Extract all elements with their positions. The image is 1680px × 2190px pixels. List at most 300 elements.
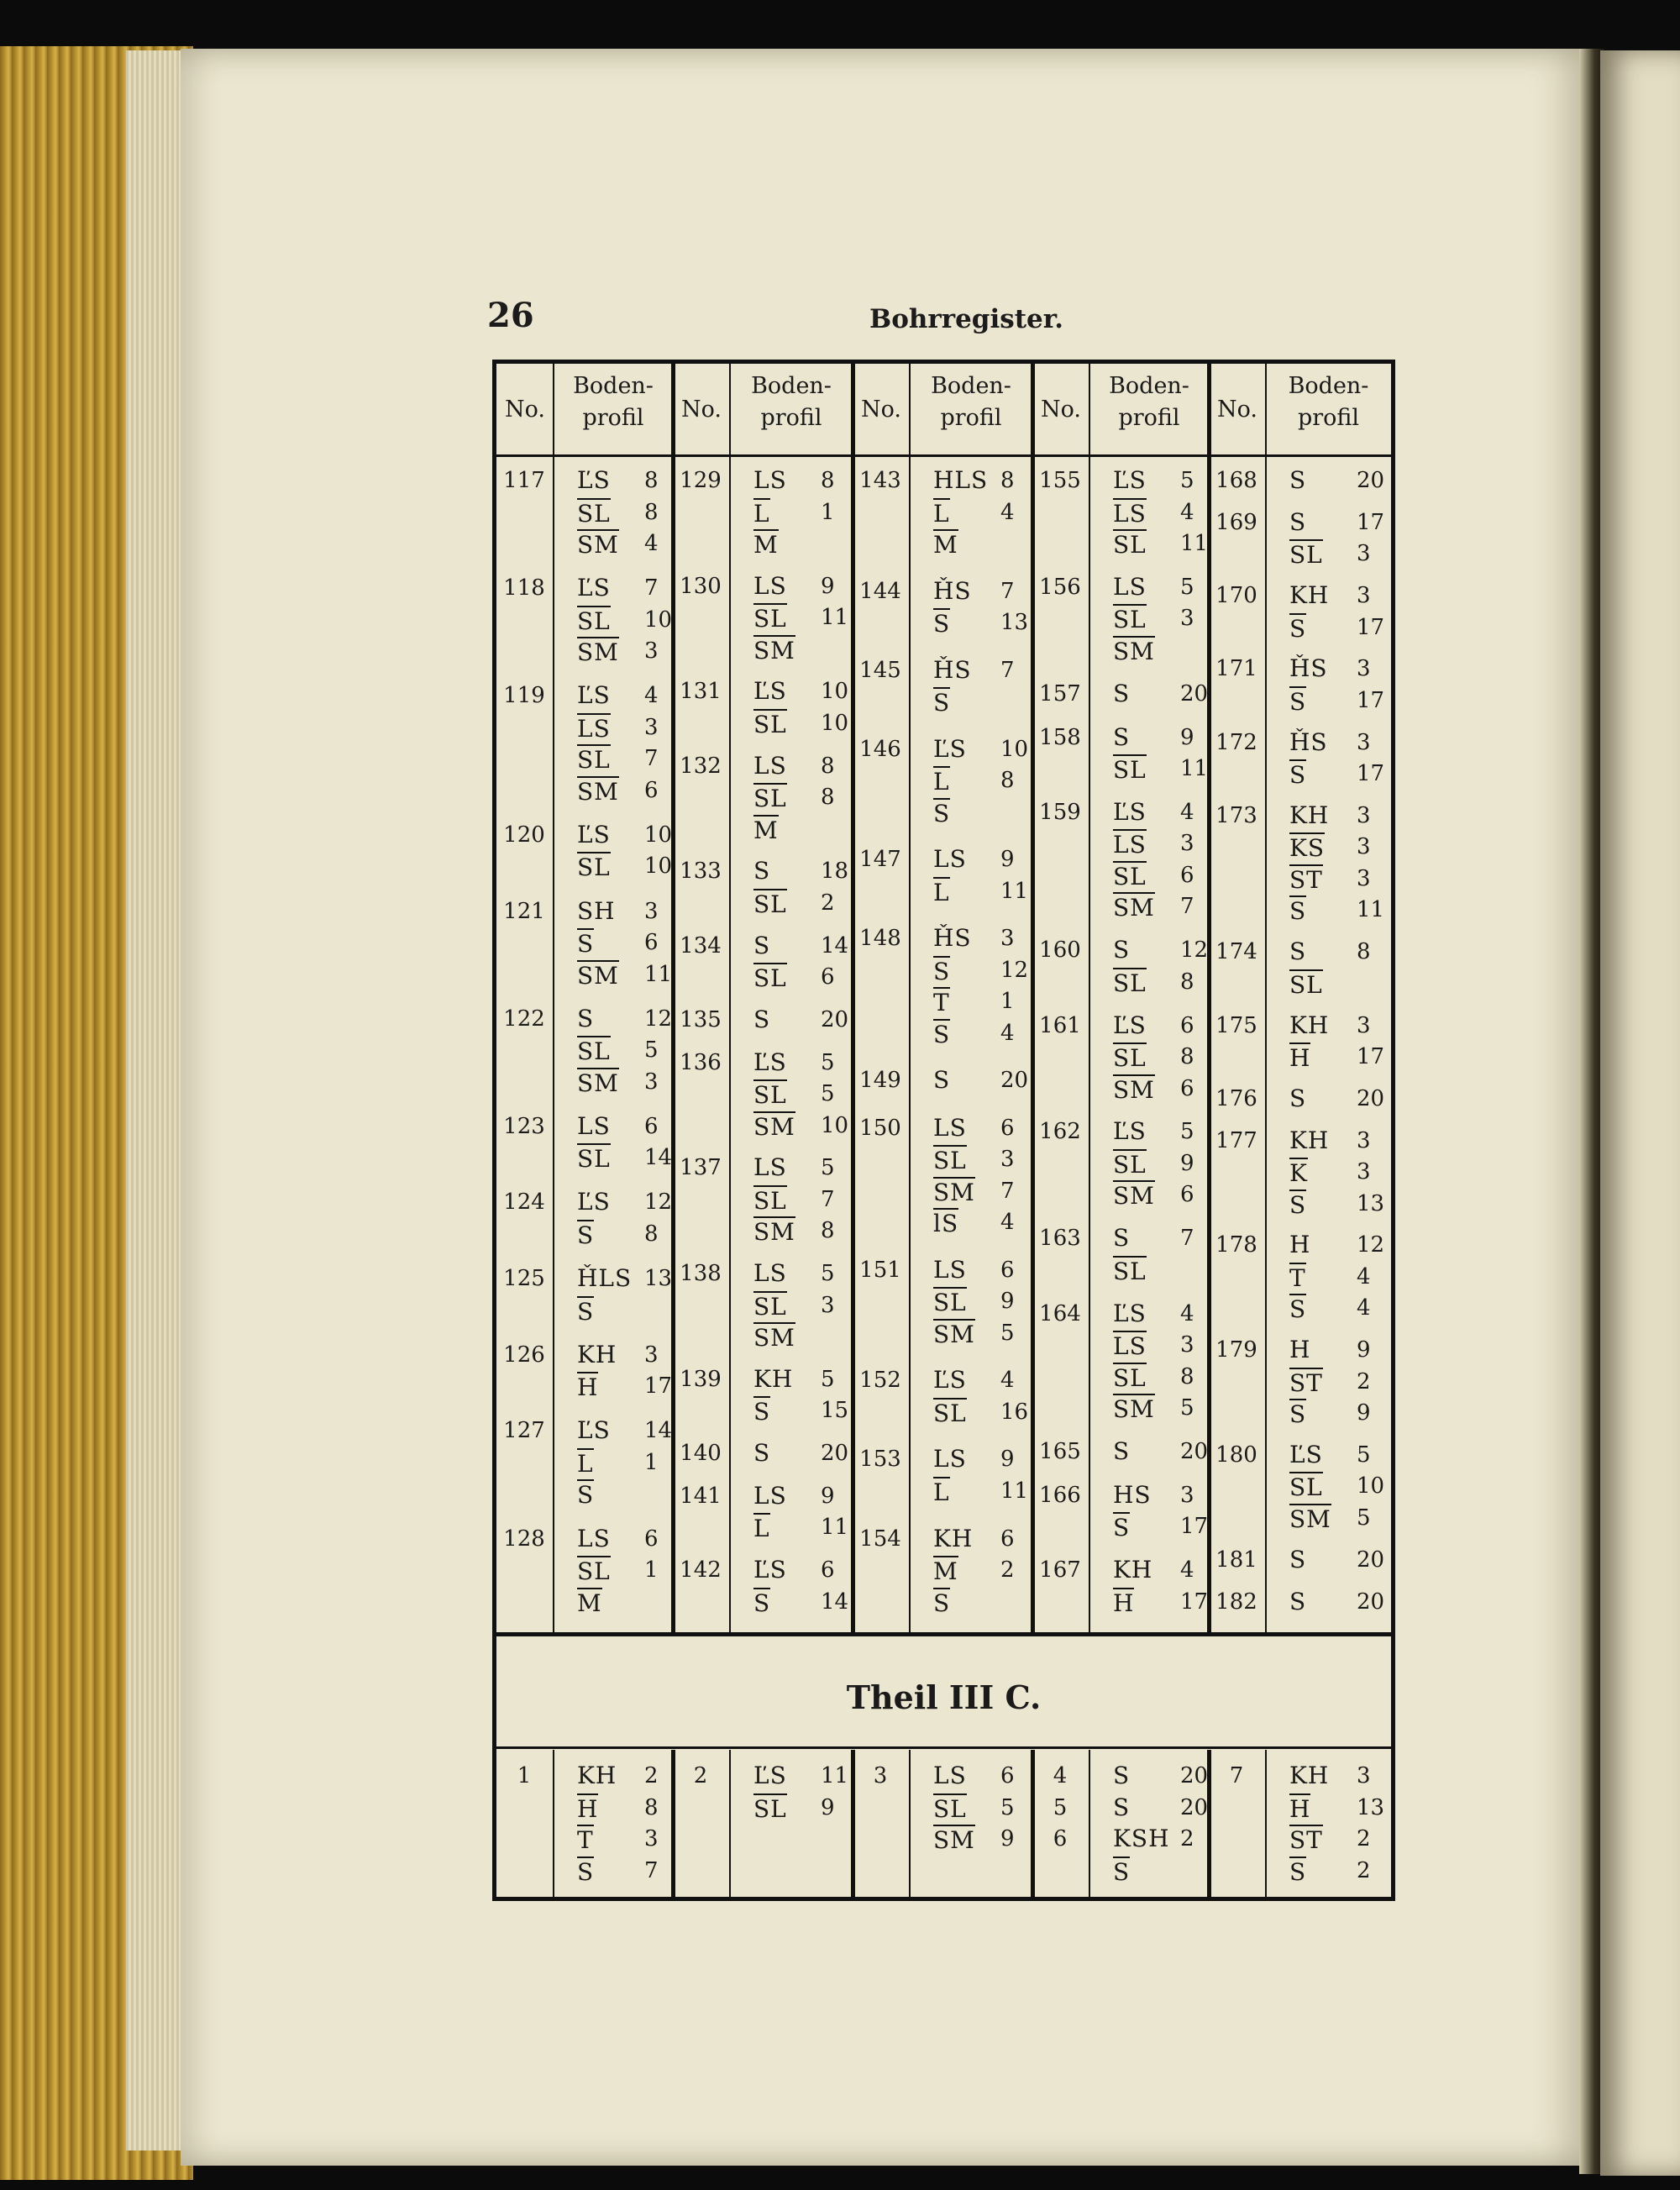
soil-layer-code [577, 928, 594, 958]
layer-code-overlined: S [753, 1589, 771, 1617]
layer-thickness: 8 [644, 468, 659, 493]
layer-code: ĽS [1113, 1011, 1147, 1039]
soil-layer-code [1289, 1504, 1331, 1533]
soil-layer-code [1113, 1825, 1170, 1852]
header-no: No. [681, 397, 722, 423]
layer-code: S [753, 857, 771, 885]
layer-thickness: 12 [644, 1006, 673, 1032]
soil-layer-code [933, 1762, 967, 1789]
layer-code-overlined: SL [753, 1186, 787, 1215]
soil-layer-code [577, 1143, 611, 1173]
entry-number: 173 [1215, 802, 1257, 828]
layer-code-overlined: SM [577, 961, 619, 990]
layer-thickness: 6 [644, 930, 659, 956]
layer-thickness: 3 [1357, 834, 1371, 860]
layer-code-overlined: lS [933, 1210, 959, 1238]
soil-layer-code [1113, 1762, 1130, 1789]
soil-layer-code [753, 572, 787, 600]
soil-layer-code [577, 897, 616, 925]
header-no: No. [1217, 397, 1257, 423]
layer-thickness: 20 [1000, 1068, 1029, 1094]
layer-code-overlined: T [1289, 1263, 1306, 1292]
soil-layer-code [933, 1256, 967, 1284]
soil-layer-code [577, 744, 611, 774]
layer-code: S [577, 1004, 595, 1032]
layer-code: S [753, 1439, 771, 1468]
layer-thickness: 3 [1357, 1763, 1371, 1788]
entry-number: 137 [680, 1155, 722, 1181]
soil-layer-code [1113, 1363, 1147, 1392]
layer-code: ĽS [1289, 1440, 1323, 1468]
layer-thickness: 14 [821, 1589, 849, 1615]
layer-code-overlined: M [933, 531, 958, 559]
layer-code-overlined: SL [753, 1081, 787, 1110]
layer-code-overlined: SL [933, 1399, 967, 1427]
layer-code: HS [1113, 1480, 1152, 1509]
layer-thickness: 20 [821, 1006, 849, 1032]
layer-code-overlined: SM [933, 1178, 975, 1206]
layer-code-overlined: SL [753, 1292, 787, 1321]
layer-thickness: 12 [1000, 957, 1029, 983]
layer-thickness: 5 [1000, 1794, 1015, 1820]
soil-layer-code [1289, 539, 1323, 569]
layer-code-overlined: SM [753, 1112, 795, 1141]
entry-number: 136 [680, 1049, 722, 1075]
soil-layer-code [577, 1188, 611, 1216]
entry-number: 1 [517, 1763, 532, 1788]
layer-thickness: 20 [1357, 1589, 1385, 1615]
layer-code: ĽS [753, 677, 787, 706]
soil-layer-code [933, 1145, 967, 1174]
layer-thickness: 6 [1000, 1257, 1015, 1283]
layer-code-overlined: SM [1289, 1505, 1331, 1533]
layer-thickness: 5 [1357, 1442, 1371, 1468]
layer-code: LS [933, 1762, 967, 1789]
soil-layer-code [753, 1079, 787, 1109]
soil-layer-code [933, 656, 972, 684]
layer-code-overlined: S [1289, 1857, 1307, 1886]
layer-code-overlined: S [1289, 614, 1307, 643]
soil-layer-code [577, 1762, 617, 1789]
layer-code: S [753, 931, 771, 959]
layer-thickness: 10 [821, 1112, 849, 1138]
layer-thickness: 2 [1357, 1826, 1371, 1851]
entry-number: 131 [680, 679, 722, 705]
entry-number: 124 [503, 1190, 545, 1216]
layer-code-overlined: S [577, 930, 595, 958]
layer-thickness: 8 [1000, 468, 1015, 493]
soil-layer-code [753, 783, 787, 812]
column-rule [1265, 1750, 1267, 1899]
soil-layer-code [1113, 604, 1147, 633]
column-rule [909, 1750, 911, 1899]
layer-code: KH [753, 1364, 794, 1393]
layer-code-overlined: T [577, 1826, 594, 1854]
soil-layer-code [577, 466, 611, 494]
layer-code-overlined: SL [753, 710, 787, 738]
soil-layer-code [933, 608, 950, 638]
layer-code: ĽS [933, 1366, 967, 1394]
layer-code-overlined: SL [1113, 531, 1147, 559]
layer-code: S [1289, 937, 1307, 966]
soil-layer-code [1289, 1793, 1310, 1823]
soil-layer-code [577, 1036, 611, 1065]
soil-layer-code [933, 987, 950, 1016]
soil-layer-code [577, 1341, 617, 1368]
soil-layer-code [1113, 1481, 1152, 1509]
soil-layer-code [753, 1793, 787, 1823]
layer-code-overlined: SL [577, 1557, 611, 1585]
layer-code: KH [1289, 1762, 1330, 1789]
layer-code-overlined: SL [577, 746, 611, 775]
soil-layer-code [577, 1479, 594, 1509]
layer-thickness: 7 [644, 746, 659, 772]
layer-code-overlined: L [753, 499, 770, 528]
soil-layer-code [1113, 1180, 1155, 1210]
soil-layer-code [753, 677, 787, 705]
layer-thickness: 4 [1180, 1300, 1194, 1326]
header-bodenprofil [554, 370, 673, 434]
layer-code-overlined: H [1113, 1589, 1135, 1617]
layer-code-overlined: LS [1113, 831, 1147, 859]
layer-thickness: 8 [1000, 768, 1015, 794]
layer-thickness: 2 [1180, 1826, 1194, 1851]
layer-thickness: 3 [644, 1069, 659, 1095]
layer-thickness: 17 [644, 1373, 673, 1400]
layer-thickness: 3 [1357, 541, 1371, 567]
layer-code-overlined: SL [577, 499, 611, 528]
soil-layer-code [577, 1588, 602, 1617]
layer-code-overlined: L [933, 878, 950, 906]
soil-layer-code [1289, 864, 1323, 894]
soil-layer-code [577, 776, 619, 806]
layer-code-overlined: SL [1113, 1257, 1147, 1285]
soil-layer-code [933, 1319, 975, 1348]
entry-number: 170 [1215, 583, 1257, 609]
header-profil: profil [582, 405, 644, 431]
soil-layer-code [753, 1185, 787, 1215]
soil-layer-code [577, 852, 611, 881]
layer-thickness: 6 [644, 777, 659, 803]
layer-code: S [1289, 1084, 1307, 1112]
layer-code-overlined: SM [577, 531, 619, 559]
soil-layer-code [1113, 892, 1155, 922]
entry-number: 161 [1039, 1012, 1081, 1038]
soil-layer-code [1113, 798, 1147, 826]
entry-number: 160 [1039, 937, 1081, 964]
column-rule [729, 1750, 731, 1899]
layer-code-overlined: SL [933, 1147, 967, 1175]
layer-thickness: 4 [1357, 1263, 1371, 1289]
layer-code-overlined: S [577, 1221, 595, 1249]
soil-layer-code [1289, 1368, 1323, 1397]
soil-layer-code [753, 1513, 770, 1542]
layer-thickness: 5 [821, 1049, 835, 1075]
soil-layer-code [1289, 1825, 1323, 1854]
layer-code-overlined: SM [1113, 1075, 1155, 1104]
layer-code-overlined: S [1289, 897, 1307, 926]
layer-code-overlined: LS [1113, 1332, 1147, 1360]
soil-layer-code [933, 498, 950, 528]
layer-code: ĽS [1113, 1117, 1147, 1146]
layer-code: LS [577, 1111, 611, 1140]
layer-thickness: 14 [644, 1145, 673, 1171]
layer-code: ĽS [753, 1762, 787, 1789]
header-no: No. [1041, 397, 1081, 423]
layer-code-overlined: S [933, 1589, 951, 1617]
entry-number: 150 [859, 1115, 901, 1141]
soil-layer-code [933, 1287, 967, 1316]
soil-layer-code [753, 635, 795, 664]
layer-thickness: 3 [1180, 1482, 1194, 1508]
layer-thickness: 11 [1357, 897, 1385, 923]
header-bodenprofil [730, 370, 853, 434]
soil-layer-code [1113, 466, 1147, 494]
layer-code-overlined: SM [577, 1069, 619, 1097]
layer-code: H [1289, 1336, 1311, 1364]
layer-code-overlined: SL [577, 1145, 611, 1174]
layer-code-overlined: SL [753, 785, 787, 813]
layer-code: ȞS [933, 655, 972, 684]
layer-thickness: 13 [1357, 1190, 1385, 1216]
layer-thickness: 8 [821, 753, 835, 779]
soil-layer-code [933, 687, 950, 717]
layer-thickness: 4 [1000, 1210, 1015, 1236]
layer-code-overlined: S [577, 1297, 595, 1326]
entry-number: 129 [680, 468, 722, 493]
soil-layer-code [1113, 498, 1147, 528]
layer-thickness: 6 [1000, 1526, 1015, 1552]
entry-number: 127 [503, 1418, 545, 1444]
soil-layer-code [933, 845, 967, 873]
layer-code: KH [577, 1762, 617, 1789]
entry-number: 119 [503, 683, 545, 709]
layer-thickness: 20 [1357, 1085, 1385, 1111]
layer-code-overlined: SL [1289, 541, 1323, 570]
layer-thickness: 2 [1357, 1857, 1371, 1883]
soil-layer-code [933, 1588, 950, 1617]
soil-layer-code [577, 1068, 619, 1097]
layer-thickness: 7 [1180, 1226, 1194, 1252]
soil-layer-code [753, 1588, 770, 1617]
soil-layer-code [1289, 466, 1306, 494]
soil-layer-code [577, 1372, 598, 1401]
soil-layer-code [577, 1793, 598, 1823]
layer-code-overlined: SM [753, 1218, 795, 1247]
layer-code-overlined: SM [753, 636, 795, 664]
layer-thickness: 4 [1180, 499, 1194, 525]
layer-thickness: 11 [1180, 531, 1209, 556]
entry-number: 132 [680, 753, 722, 779]
soil-layer-code [1289, 1042, 1310, 1072]
entry-number: 120 [503, 822, 545, 848]
soil-layer-code [1113, 529, 1147, 559]
soil-layer-code [753, 889, 787, 918]
soil-layer-code [933, 735, 967, 763]
layer-thickness: 11 [821, 605, 849, 631]
layer-code-overlined: KS [1289, 834, 1326, 863]
layer-thickness: 3 [821, 1292, 835, 1318]
layer-code: ȞLS [577, 1264, 633, 1293]
entry-number: 5 [1053, 1794, 1068, 1820]
entry-number: 140 [680, 1441, 722, 1467]
layer-thickness: 9 [821, 1483, 835, 1509]
entry-number: 144 [859, 578, 901, 604]
soil-layer-code [1289, 654, 1328, 682]
soil-layer-code [1113, 1074, 1155, 1104]
entry-number: 149 [859, 1068, 901, 1094]
soil-layer-code [577, 1416, 611, 1444]
layer-thickness: 13 [644, 1266, 673, 1292]
layer-thickness: 8 [1180, 969, 1194, 995]
soil-layer-code [1289, 508, 1306, 536]
layer-thickness: 9 [1357, 1337, 1371, 1363]
layer-thickness: 10 [1357, 1473, 1385, 1499]
entry-number: 158 [1039, 724, 1081, 750]
layer-thickness: 17 [1357, 509, 1385, 535]
layer-code-overlined: M [933, 1557, 958, 1585]
layer-thickness: 3 [1357, 1127, 1371, 1153]
column-rule [1265, 364, 1267, 1632]
layer-thickness: 20 [1357, 468, 1385, 493]
entry-number: 126 [503, 1342, 545, 1368]
layer-thickness: 7 [821, 1186, 835, 1212]
soil-layer-code [1289, 1857, 1306, 1886]
layer-code: ĽS [577, 574, 611, 602]
layer-thickness: 16 [1000, 1399, 1029, 1425]
layer-code-overlined: SM [577, 638, 619, 667]
soil-layer-code [753, 1259, 787, 1287]
layer-thickness: 3 [644, 1826, 659, 1851]
soil-layer-code [1289, 1441, 1323, 1468]
entry-number: 171 [1215, 656, 1257, 682]
column-rule [1089, 364, 1090, 1632]
layer-thickness: 10 [644, 853, 673, 880]
layer-code-overlined: M [753, 531, 779, 559]
layer-code-overlined: M [577, 1589, 602, 1617]
layer-thickness: 6 [1180, 1075, 1194, 1101]
soil-layer-code [1289, 937, 1306, 965]
soil-layer-code [577, 1525, 611, 1552]
layer-thickness: 6 [821, 1557, 835, 1583]
layer-thickness: 6 [1000, 1115, 1015, 1141]
layer-thickness: 7 [1000, 578, 1015, 604]
layer-thickness: 4 [644, 531, 659, 556]
layer-thickness: 1 [644, 1449, 659, 1475]
layer-code: KH [1289, 801, 1330, 829]
soil-layer-code [753, 1216, 795, 1246]
soil-layer-code [1289, 1231, 1310, 1258]
layer-thickness: 5 [1180, 1395, 1194, 1421]
entry-number: 6 [1053, 1826, 1068, 1851]
soil-layer-code [753, 529, 779, 559]
layer-thickness: 7 [644, 1857, 659, 1883]
layer-thickness: 2 [1357, 1368, 1371, 1394]
layer-thickness: 7 [1180, 894, 1194, 920]
entry-number: 165 [1039, 1438, 1081, 1464]
soil-layer-code [577, 713, 611, 743]
entry-number: 147 [859, 847, 901, 873]
layer-thickness: 5 [821, 1081, 835, 1107]
soil-layer-code [1113, 936, 1130, 964]
layer-code: H [1289, 1231, 1311, 1259]
layer-code-overlined: SM [1113, 894, 1155, 922]
layer-code-overlined: ST [1289, 865, 1323, 894]
layer-code-overlined: SL [933, 1794, 967, 1823]
bohrregister-table [492, 360, 1395, 1901]
layer-code: S [1113, 1436, 1131, 1465]
layer-thickness: 3 [644, 638, 659, 664]
soil-layer-code [933, 1114, 967, 1142]
soil-layer-code [1113, 1149, 1147, 1179]
soil-layer-code [933, 1825, 975, 1854]
layer-code-overlined: H [577, 1794, 599, 1823]
page-stack-edge [126, 50, 185, 2151]
soil-layer-code [1289, 1399, 1306, 1428]
layer-code: S [1289, 466, 1307, 494]
layer-code: S [1289, 1545, 1307, 1573]
layer-code: ȞS [933, 924, 972, 953]
layer-thickness: 4 [1180, 799, 1194, 825]
layer-thickness: 10 [644, 607, 673, 633]
entry-number: 164 [1039, 1300, 1081, 1326]
layer-thickness: 18 [821, 859, 849, 885]
layer-thickness: 5 [1180, 1119, 1194, 1145]
layer-code: LS [753, 571, 787, 600]
entry-number: 117 [503, 468, 545, 493]
layer-thickness: 5 [821, 1155, 835, 1181]
soil-layer-code [753, 1762, 787, 1789]
column-rule [729, 364, 731, 1632]
layer-code-overlined: T [933, 989, 950, 1017]
layer-code-overlined: SM [1113, 1182, 1155, 1211]
soil-layer-code [753, 857, 770, 885]
soil-layer-code [577, 1112, 611, 1140]
layer-code-overlined: SL [1289, 970, 1323, 999]
layer-thickness: 9 [1000, 1447, 1015, 1473]
soil-layer-code [1289, 1158, 1308, 1187]
header-profil: profil [760, 405, 822, 431]
layer-code-overlined: K [1289, 1159, 1308, 1188]
layer-code: ĽS [753, 1048, 787, 1076]
layer-thickness: 17 [1357, 761, 1385, 787]
layer-code-overlined: S [933, 689, 951, 717]
layer-thickness: 4 [1000, 1368, 1015, 1394]
layer-code: ĽS [1113, 466, 1147, 494]
layer-code-overlined: SM [933, 1826, 975, 1854]
layer-thickness: 20 [1357, 1547, 1385, 1573]
soil-layer-code [577, 1296, 594, 1326]
layer-code: ĽS [1113, 797, 1147, 826]
layer-thickness: 5 [1000, 1320, 1015, 1346]
part-title: Theil III C. [846, 1678, 1042, 1716]
layer-code: LS [753, 751, 787, 780]
soil-layer-code [1289, 895, 1306, 925]
layer-code-overlined: S [1113, 1514, 1131, 1542]
layer-code-overlined: M [753, 816, 779, 844]
entry-number: 153 [859, 1447, 901, 1473]
entry-number: 178 [1215, 1232, 1257, 1258]
soil-layer-code [933, 924, 972, 952]
layer-code-overlined: SL [1113, 1363, 1147, 1392]
header-boden: Boden- [931, 373, 1011, 399]
soil-layer-code [1113, 1793, 1130, 1821]
layer-code: LS [933, 845, 967, 874]
layer-thickness: 6 [1180, 1182, 1194, 1208]
layer-thickness: 10 [821, 679, 849, 705]
layer-thickness: 6 [1000, 1763, 1015, 1788]
soil-layer-code [1113, 1588, 1134, 1617]
